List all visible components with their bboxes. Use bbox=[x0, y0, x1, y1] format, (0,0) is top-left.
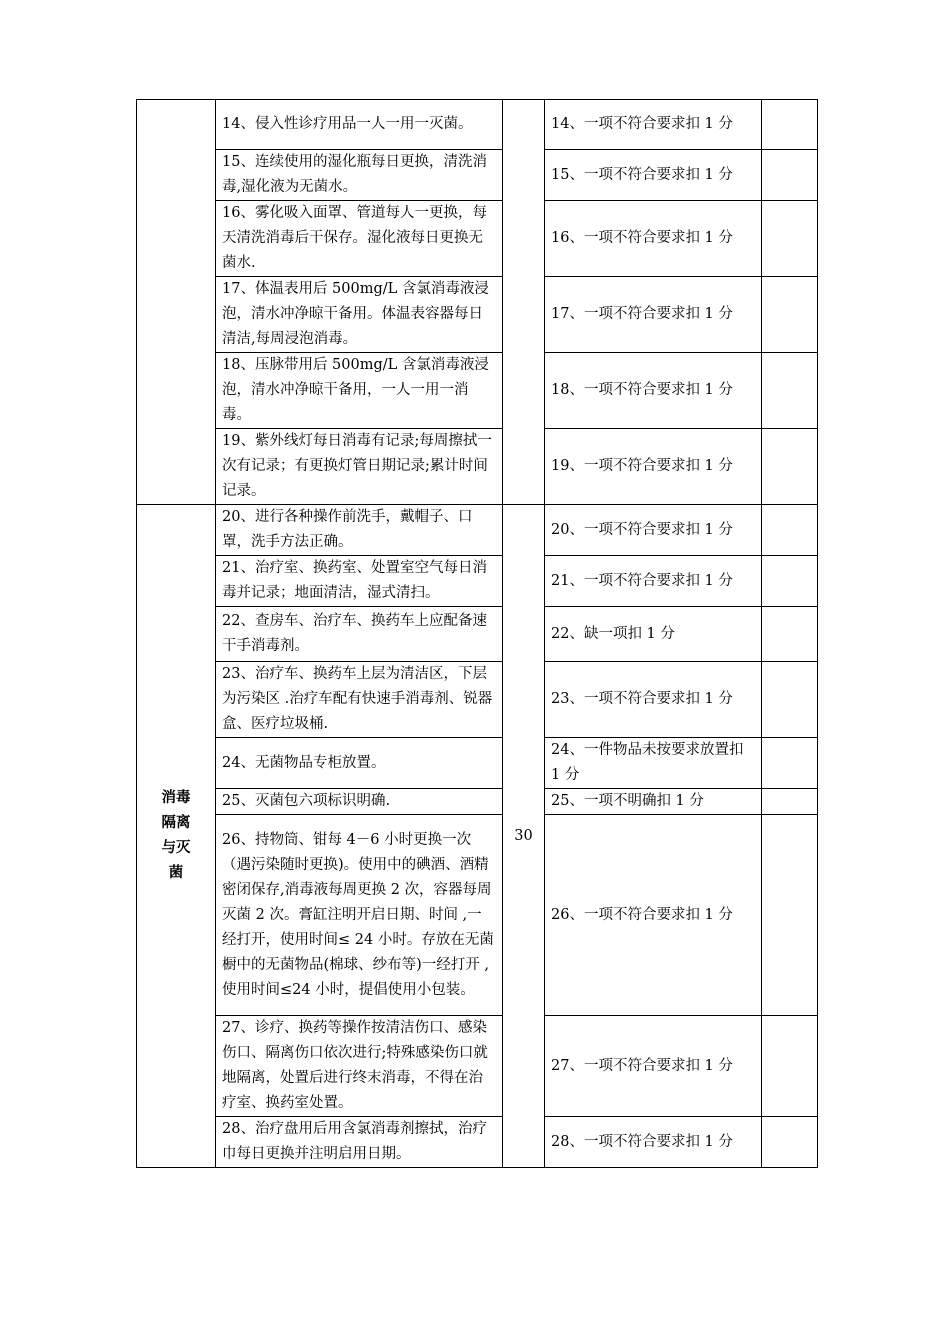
category-label-line: 菌 bbox=[168, 865, 184, 881]
result-cell bbox=[762, 815, 818, 1016]
result-cell bbox=[762, 789, 818, 815]
item-content: 14、侵入性诊疗用品一人一用一灭菌。 bbox=[216, 100, 503, 150]
deduction-rule: 19、一项不符合要求扣 1 分 bbox=[545, 429, 762, 505]
item-content: 25、灭菌包六项标识明确. bbox=[216, 789, 503, 815]
table-row bbox=[137, 429, 818, 505]
deduction-rule: 16、一项不符合要求扣 1 分 bbox=[545, 201, 762, 277]
category-cell-top bbox=[137, 100, 216, 505]
deduction-rule: 17、一项不符合要求扣 1 分 bbox=[545, 277, 762, 353]
table-row bbox=[137, 277, 818, 353]
item-content: 16、雾化吸入面罩、管道每人一更换，每天清洗消毒后干保存。湿化液每日更换无菌水. bbox=[216, 201, 503, 277]
deduction-rule: 15、一项不符合要求扣 1 分 bbox=[545, 150, 762, 201]
item-content: 23、治疗车、换药车上层为清洁区，下层为污染区 .治疗车配有快速手消毒剂、锐器盒、医疗垃圾桶. bbox=[216, 662, 503, 738]
item-content: 28、治疗盘用后用含氯消毒剂擦拭，治疗巾每日更换并注明启用日期。 bbox=[216, 1117, 503, 1168]
item-content: 19、紫外线灯每日消毒有记录;每周擦拭一次有记录；有更换灯管日期记录;累计时间记录。 bbox=[216, 429, 503, 505]
result-cell bbox=[762, 738, 818, 789]
deduction-rule: 21、一项不符合要求扣 1 分 bbox=[545, 556, 762, 607]
table-row bbox=[137, 738, 818, 789]
result-cell bbox=[762, 429, 818, 505]
item-content: 17、体温表用后 500mg/L 含氯消毒液浸泡，清水冲净晾干备用。体温表容器每日清洁,每周浸泡消毒。 bbox=[216, 277, 503, 353]
table-row bbox=[137, 607, 818, 662]
deduction-rule: 27、一项不符合要求扣 1 分 bbox=[545, 1016, 762, 1117]
item-content: 20、进行各种操作前洗手，戴帽子、口罩，洗手方法正确。 bbox=[216, 505, 503, 556]
result-cell bbox=[762, 100, 818, 150]
deduction-rule: 24、一件物品未按要求放置扣 1 分 bbox=[545, 738, 762, 789]
table-row bbox=[137, 662, 818, 738]
category-label-line: 消毒 bbox=[161, 790, 191, 806]
item-content: 26、持物筒、钳每 4－6 小时更换一次（遇污染随时更换)。使用中的碘酒、酒精密闭保存,消毒液每周更换 2 次，容器每周灭菌 2 次。膏缸注明开启日期、时间 ,一经打开，使用时间≤ 24 小时。存放在无菌橱中的无菌物品(棉球、纱布等)一经打开 ,使用时间≤24 小时，提倡使用小包装。 bbox=[216, 815, 503, 1016]
deduction-rule: 25、一项不明确扣 1 分 bbox=[545, 789, 762, 815]
result-cell bbox=[762, 150, 818, 201]
table-row bbox=[137, 150, 818, 201]
deduction-rule: 26、一项不符合要求扣 1 分 bbox=[545, 815, 762, 1016]
deduction-rule: 18、一项不符合要求扣 1 分 bbox=[545, 353, 762, 429]
score-cell-top bbox=[503, 100, 545, 505]
category-cell-disinfection bbox=[137, 505, 216, 1168]
item-content: 15、连续使用的湿化瓶每日更换，清洗消毒,湿化液为无菌水。 bbox=[216, 150, 503, 201]
result-cell bbox=[762, 353, 818, 429]
score-cell: 30 bbox=[503, 505, 545, 1168]
deduction-rule: 20、一项不符合要求扣 1 分 bbox=[545, 505, 762, 556]
item-content: 27、诊疗、换药等操作按清洁伤口、感染伤口、隔离伤口依次进行;特殊感染伤口就地隔离，处置后进行终末消毒，不得在治疗室、换药室处置。 bbox=[216, 1016, 503, 1117]
result-cell bbox=[762, 277, 818, 353]
result-cell bbox=[762, 607, 818, 662]
result-cell bbox=[762, 662, 818, 738]
result-cell bbox=[762, 1016, 818, 1117]
item-content: 18、压脉带用后 500mg/L 含氯消毒液浸泡，清水冲净晾干备用，一人一用一消毒。 bbox=[216, 353, 503, 429]
table-row bbox=[137, 556, 818, 607]
table-row bbox=[137, 353, 818, 429]
inspection-table bbox=[136, 99, 818, 1168]
item-content: 21、治疗室、换药室、处置室空气每日消毒并记录；地面清洁，湿式清扫。 bbox=[216, 556, 503, 607]
item-content: 22、查房车、治疗车、换药车上应配备速干手消毒剂。 bbox=[216, 607, 503, 662]
table-row bbox=[137, 789, 818, 815]
table-row bbox=[137, 201, 818, 277]
deduction-rule: 22、缺一项扣 1 分 bbox=[545, 607, 762, 662]
category-label-line: 与灭 bbox=[161, 840, 191, 856]
result-cell bbox=[762, 201, 818, 277]
deduction-rule: 14、一项不符合要求扣 1 分 bbox=[545, 100, 762, 150]
table-row bbox=[137, 815, 818, 1016]
result-cell bbox=[762, 1117, 818, 1168]
category-label-line: 隔离 bbox=[161, 815, 191, 831]
table-row bbox=[137, 1117, 818, 1168]
deduction-rule: 23、一项不符合要求扣 1 分 bbox=[545, 662, 762, 738]
result-cell bbox=[762, 556, 818, 607]
result-cell bbox=[762, 505, 818, 556]
table-row bbox=[137, 1016, 818, 1117]
item-content: 24、无菌物品专柜放置。 bbox=[216, 738, 503, 789]
table-row bbox=[137, 505, 818, 556]
table-row bbox=[137, 100, 818, 150]
deduction-rule: 28、一项不符合要求扣 1 分 bbox=[545, 1117, 762, 1168]
